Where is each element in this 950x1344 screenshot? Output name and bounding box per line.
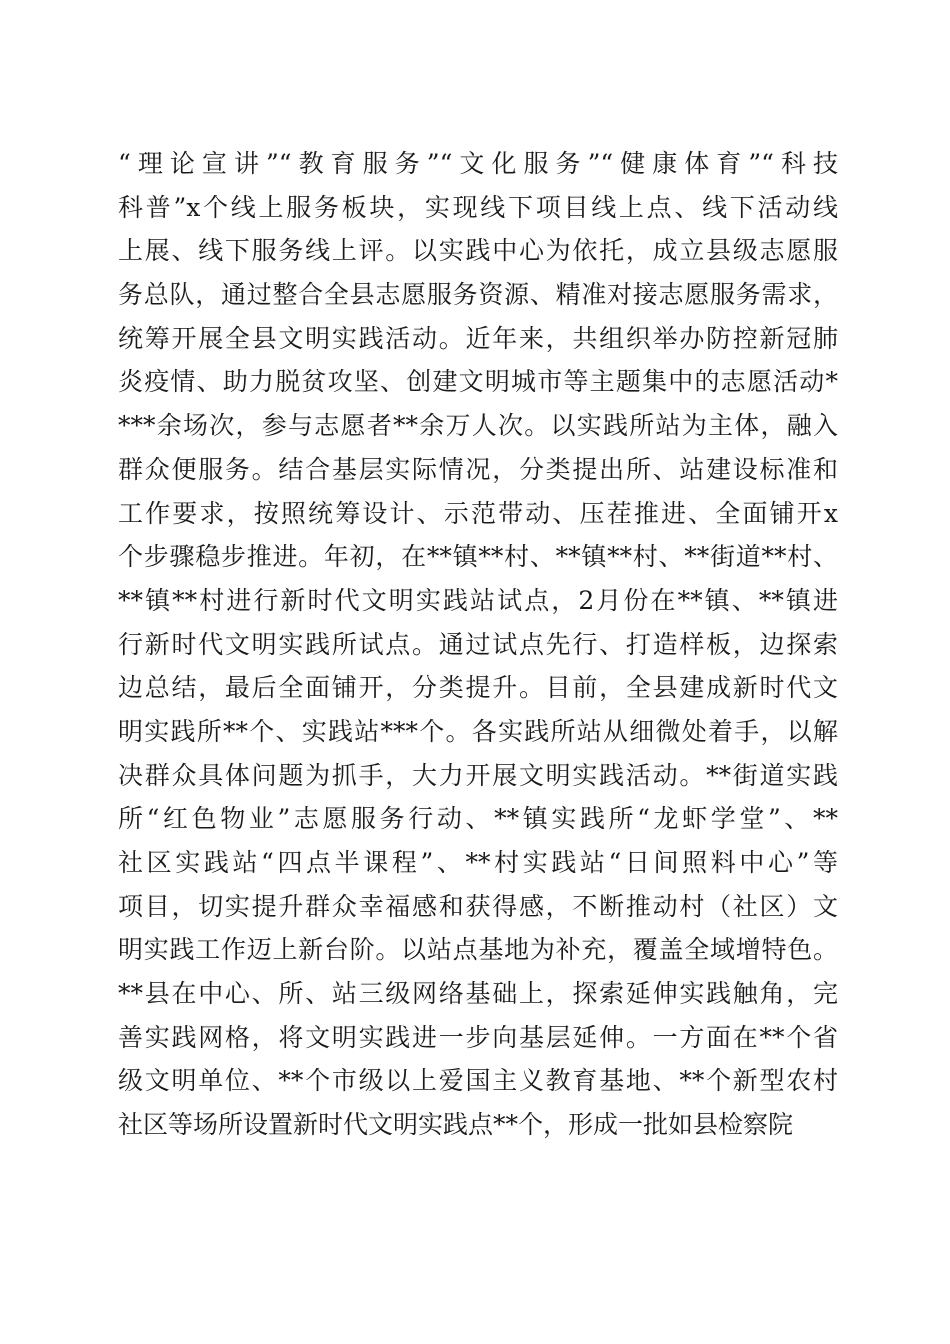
text-line: 社区实践站“四点半课程”、**村实践站“日间照料中心”等 [118, 848, 838, 877]
text-line: **镇**村进行新时代文明实践站试点，2月份在**镇、**镇进 [118, 585, 838, 615]
text-line: 决群众具体问题为抓手，大力开展文明实践活动。**街道实践 [118, 760, 838, 790]
text-line: 明实践所**个、实践站***个。各实践所站从细微处着手，以解 [118, 716, 838, 746]
text-line: 科普”x个线上服务板块，实现线下项目线上点、线下活动线 [118, 192, 838, 222]
text-line: 群众便服务。结合基层实际情况，分类提出所、站建设标准和 [118, 454, 838, 484]
text-line: 务总队，通过整合全县志愿服务资源、精准对接志愿服务需求， [118, 280, 838, 310]
text-line: 个步骤稳步推进。年初，在**镇**村、**镇**村、**街道**村、 [118, 542, 838, 572]
text-line: 明实践工作迈上新台阶。以站点基地为补充，覆盖全域增特色。 [118, 935, 838, 965]
text-line: 项目，切实提升群众幸福感和获得感，不断推动村（社区）文 [118, 891, 838, 921]
text-line: 善实践网格，将文明实践进一步向基层延伸。一方面在**个省 [118, 1022, 838, 1052]
text-line: 炎疫情、助力脱贫攻坚、创建文明城市等主题集中的志愿活动* [118, 367, 838, 397]
text-line: ***余场次，参与志愿者**余万人次。以实践所站为主体，融入 [118, 411, 838, 441]
text-line: 工作要求，按照统筹设计、示范带动、压茬推进、全面铺开x [118, 498, 838, 528]
body-paragraph [118, 142, 838, 1147]
text-line: 级文明单位、**个市级以上爱国主义教育基地、**个新型农村 [118, 1066, 838, 1096]
text-line: 上展、线下服务线上评。以实践中心为依托，成立县级志愿服 [118, 236, 838, 266]
text-line: 社区等场所设置新时代文明实践点**个，形成一批如县检察院 [118, 1110, 794, 1140]
text-line: 边总结，最后全面铺开，分类提升。目前，全县建成新时代文 [118, 673, 838, 703]
text-line: “理论宣讲”“教育服务”“文化服务”“健康体育”“科技 [118, 149, 838, 178]
text-line: 所“红色物业”志愿服务行动、**镇实践所“龙虾学堂”、** [118, 804, 838, 834]
text-line: **县在中心、所、站三级网络基础上，探索延伸实践触角，完 [118, 979, 838, 1009]
text-line: 行新时代文明实践所试点。通过试点先行、打造样板，边探索 [118, 629, 838, 659]
text-line: 统筹开展全县文明实践活动。近年来，共组织举办防控新冠肺 [118, 323, 838, 353]
